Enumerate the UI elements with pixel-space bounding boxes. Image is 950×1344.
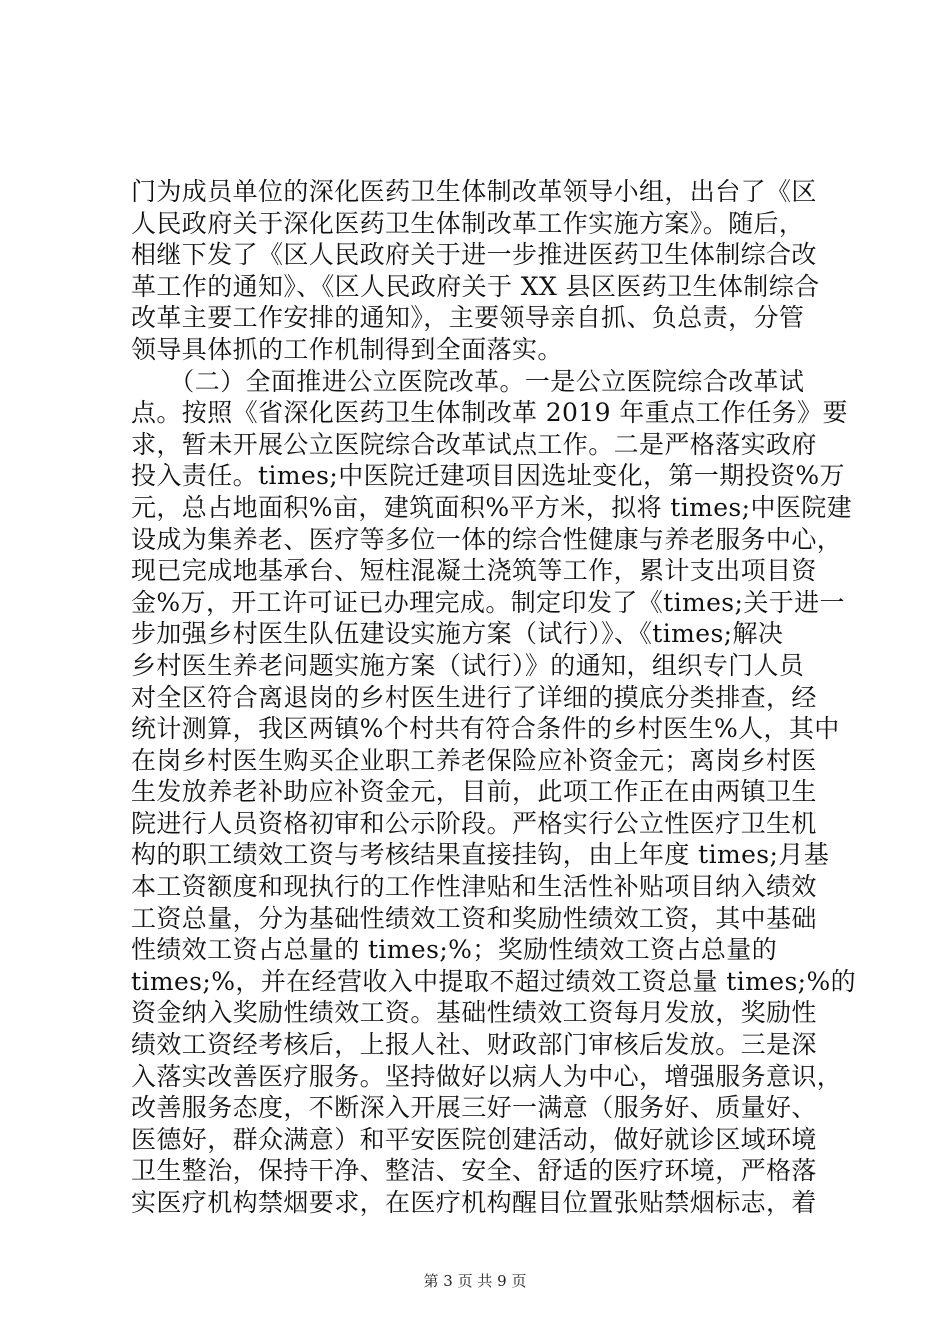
text-line: 本工资额度和现执行的工作性津贴和生活性补贴项目纳入绩效 <box>131 872 817 902</box>
body-text <box>131 176 857 1219</box>
page-footer <box>0 1270 950 1291</box>
text-line: 生发放养老补助应补资金元，目前，此项工作正在由两镇卫生 <box>131 777 817 807</box>
text-line: 金%万，开工许可证已办理完成。制定印发了《times;关于进一 <box>131 587 845 617</box>
text-line: 改善服务态度，不断深入开展三好一满意（服务好、质量好、 <box>131 1093 817 1123</box>
text-line: 乡村医生养老问题实施方案（试行）》的通知，组织专门人员 <box>131 650 805 680</box>
text-line: 绩效工资经考核后，上报人社、财政部门审核后发放。三是深 <box>131 1030 817 1060</box>
text-line: 实医疗机构禁烟要求，在医疗机构醒目位置张贴禁烟标志，着 <box>131 1188 817 1217</box>
text-line: 资金纳入奖励性绩效工资。基础性绩效工资每月发放，奖励性 <box>131 998 817 1028</box>
text-line: 构的职工绩效工资与考核结果直接挂钩，由上年度 times;月基 <box>131 840 830 870</box>
text-line: 相继下发了《区人民政府关于进一步推进医药卫生体制综合改 <box>131 240 817 270</box>
text-line: 投入责任。times;中医院迁建项目因选址变化，第一期投资%万 <box>131 461 845 491</box>
text-line: （二）全面推进公立医院改革。一是公立医院综合改革试 <box>131 366 805 396</box>
text-line: 革工作的通知》、《区人民政府关于 XX 县区医药卫生体制综合 <box>131 271 820 301</box>
text-line: 点。按照《省深化医药卫生体制改革 2019 年重点工作任务》要 <box>131 398 848 428</box>
text-line: 在岗乡村医生购买企业职工养老保险应补资金元；离岗乡村医 <box>131 745 817 775</box>
text-line: 现已完成地基承台、短柱混凝土浇筑等工作，累计支出项目资 <box>131 556 817 586</box>
page-indicator: 第 3 页 共 9 页 <box>423 1272 527 1290</box>
text-line: 设成为集养老、医疗等多位一体的综合性健康与养老服务中心， <box>131 524 843 554</box>
text-line: 元，总占地面积%亩，建筑面积%平方米，拟将 times;中医院建 <box>131 492 853 522</box>
text-line: 改革主要工作安排的通知》，主要领导亲自抓、负总责，分管 <box>131 303 805 333</box>
text-line: 医德好，群众满意）和平安医院创建活动，做好就诊区域环境 <box>131 1124 817 1154</box>
text-line: 院进行人员资格初审和公示阶段。严格实行公立性医疗卫生机 <box>131 808 817 838</box>
text-line: 工资总量，分为基础性绩效工资和奖励性绩效工资，其中基础 <box>131 903 817 933</box>
text-line: times;%，并在经营收入中提取不超过绩效工资总量 times;%的 <box>131 966 857 996</box>
text-line: 求，暂未开展公立医院综合改革试点工作。二是严格落实政府 <box>131 429 817 459</box>
text-line: 卫生整治，保持干净、整洁、安全、舒适的医疗环境，严格落 <box>131 1156 817 1186</box>
text-line: 人民政府关于深化医药卫生体制改革工作实施方案》。随后， <box>131 208 805 238</box>
text-line: 步加强乡村医生队伍建设实施方案（试行）》、《times;解决 <box>131 619 784 649</box>
text-line: 入落实改善医疗服务。坚持做好以病人为中心，增强服务意识， <box>131 1061 843 1091</box>
text-line: 性绩效工资占总量的 times;%；奖励性绩效工资占总量的 <box>131 935 778 965</box>
text-line: 对全区符合离退岗的乡村医生进行了详细的摸底分类排查，经 <box>131 682 817 712</box>
text-line: 门为成员单位的深化医药卫生体制改革领导小组，出台了《区 <box>131 177 817 206</box>
text-line: 领导具体抓的工作机制得到全面落实。 <box>131 334 563 364</box>
text-line: 统计测算，我区两镇%个村共有符合条件的乡村医生%人，其中 <box>131 714 840 744</box>
